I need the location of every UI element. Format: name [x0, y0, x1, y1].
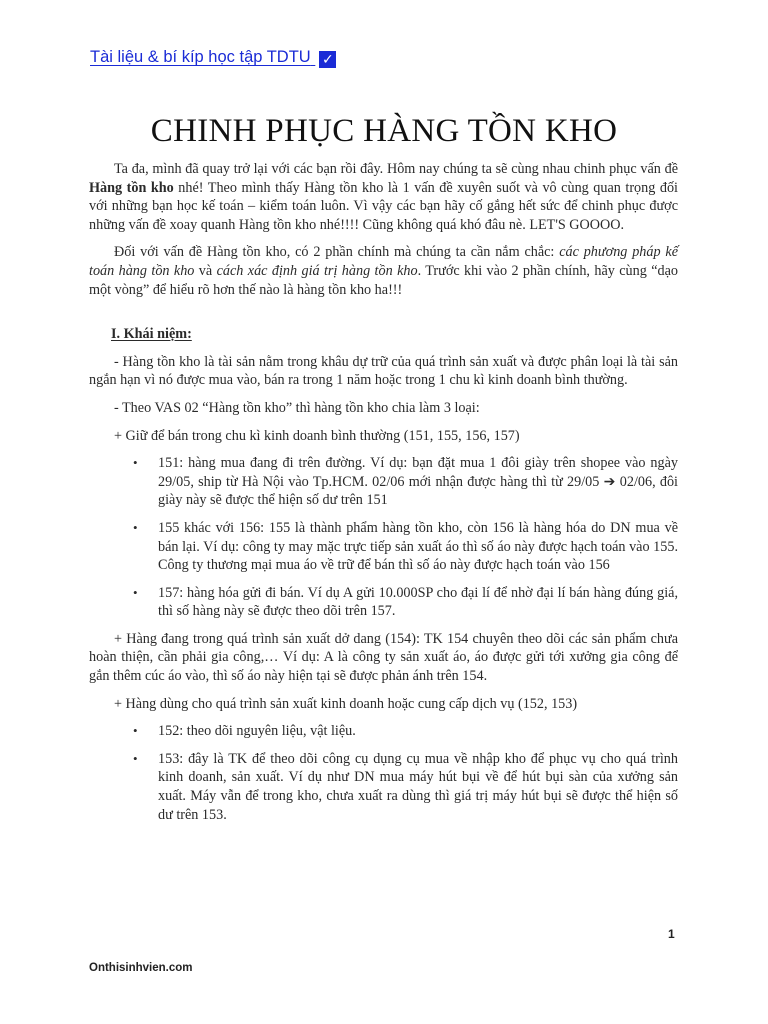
intro-text: Ta đa, mình đã quay trở lại với các bạn rồi đây. Hôm nay chúng ta sẽ cùng nhau chinh phục vấn đề	[114, 161, 678, 177]
bullet-list	[89, 722, 678, 824]
bullet-icon: •	[133, 723, 138, 739]
list-item	[89, 519, 678, 575]
intro-paragraph-2	[89, 243, 678, 299]
group-heading: + Hàng dùng cho quá trình sản xuất kinh doanh hoặc cung cấp dịch vụ (152, 153)	[114, 695, 578, 712]
bullet-icon: •	[133, 519, 138, 535]
bullet-icon: •	[133, 455, 138, 471]
page-number: 1	[668, 927, 675, 941]
section-heading: I. Khái niệm:	[111, 326, 192, 343]
header-link[interactable]	[90, 48, 336, 68]
definition-paragraph: - Hàng tồn kho là tài sản nằm trong khâu dự trữ của quá trình sản xuất và được phân loại là tài sản ngắn hạn vì nó được mua vào, bán ra trong 1 năm hoặc trong 1 chu kì kinh doanh bình thường.	[89, 353, 678, 389]
intro-paragraph-1	[89, 160, 678, 234]
group-heading: + Hàng đang trong quá trình sản xuất dở dang (154): TK 154 chuyên theo dõi các sản phẩm chưa hoàn thiện, cần phải gia công,… Ví dụ: A là công ty sản xuất áo, áo được gửi tới xưởng gia công để gắn thêm cúc áo vào, thì số áo này hiện tại sẽ được phản ánh trên 154.	[89, 630, 678, 685]
bullet-list	[89, 454, 678, 621]
list-item	[89, 584, 678, 621]
list-item	[89, 750, 678, 824]
list-item-text: 153: đây là TK để theo dõi công cụ dụng cụ mua về nhập kho để phục vụ cho quá trình kinh doanh, sản xuất. Ví dụ như DN mua máy hút bụi về để hút bụi sàn của xưởng sản xuất. Máy vẫn để trong kho, chưa xuất ra dùng thì giá trị máy hút bụi sẽ được thể hiện số dư trên 153.	[158, 750, 678, 823]
document-body	[89, 160, 678, 833]
list-item-text: 152: theo dõi nguyên liệu, vật liệu.	[158, 723, 356, 740]
intro-text: nhé! Theo mình thấy Hàng tồn kho là 1 vấn đề xuyên suốt và vô cùng quan trọng đối với những bạn học kế toán – kiểm toán luôn. Vì vậy các bạn hãy cố gắng hết sức để chinh phục được những vấn đề xoay quanh Hàng tồn kho nhé!!!! Cũng không quá khó đâu nè. LET'S GOOOO.	[89, 179, 678, 233]
bullet-icon: •	[133, 584, 138, 600]
bullet-icon: •	[133, 750, 138, 766]
list-item	[89, 722, 678, 741]
list-item-text: 155 khác với 156: 155 là thành phẩm hàng tồn kho, còn 156 là hàng hóa do DN mua về bán lại. Ví dụ: công ty may mặc trực tiếp sản xuất áo thì số áo này được hạch toán vào 155. Công ty thương mại mua áo về trữ để bán thì số áo này được hạch toán vào 156	[158, 519, 678, 574]
list-item-text: 157: hàng hóa gửi đi bán. Ví dụ A gửi 10.000SP cho đại lí để nhờ đại lí bán hàng đúng giá, thì số hàng này sẽ được theo dõi trên 157.	[158, 584, 678, 620]
intro-bold-term: Hàng tồn kho	[89, 179, 174, 196]
intro-italic-term: các phương pháp kế toán hàng tồn kho	[89, 244, 679, 279]
intro-italic-term: cách xác định giá trị hàng tồn kho	[216, 262, 418, 279]
checkmark-icon: ✓	[319, 51, 336, 68]
vas-paragraph: - Theo VAS 02 “Hàng tồn kho” thì hàng tồn kho chia làm 3 loại:	[114, 399, 480, 416]
footer-site-name: Onthisinhvien.com	[89, 962, 193, 974]
document-title: CHINH PHỤC HÀNG TỒN KHO	[150, 113, 618, 149]
list-item	[89, 454, 678, 510]
header-link-text[interactable]: Tài liệu & bí kíp học tập TDTU	[90, 48, 311, 66]
group-heading: + Giữ để bán trong chu kì kinh doanh bình thường (151, 155, 156, 157)	[114, 427, 520, 444]
intro-text: Đối với vấn đề Hàng tồn kho, có 2 phần chính mà chúng ta cần nắm chắc:	[114, 244, 560, 261]
list-item-text: 151: hàng mua đang đi trên đường. Ví dụ: bạn đặt mua 1 đôi giày trên shopee vào ngày 29/05, ship từ Hà Nội vào Tp.HCM. 02/06 mới nhận được hàng thì từ 29/05 ➔ 02/06, đôi giày này sẽ được thể hiện số dư trên 151	[158, 455, 678, 509]
intro-text: . Trước khi vào 2 phần chính, hãy cùng “dạo một vòng” để hiểu rõ hơn thế nào là hàng tồn kho ha!!!	[89, 262, 678, 298]
intro-text: và	[194, 262, 217, 279]
